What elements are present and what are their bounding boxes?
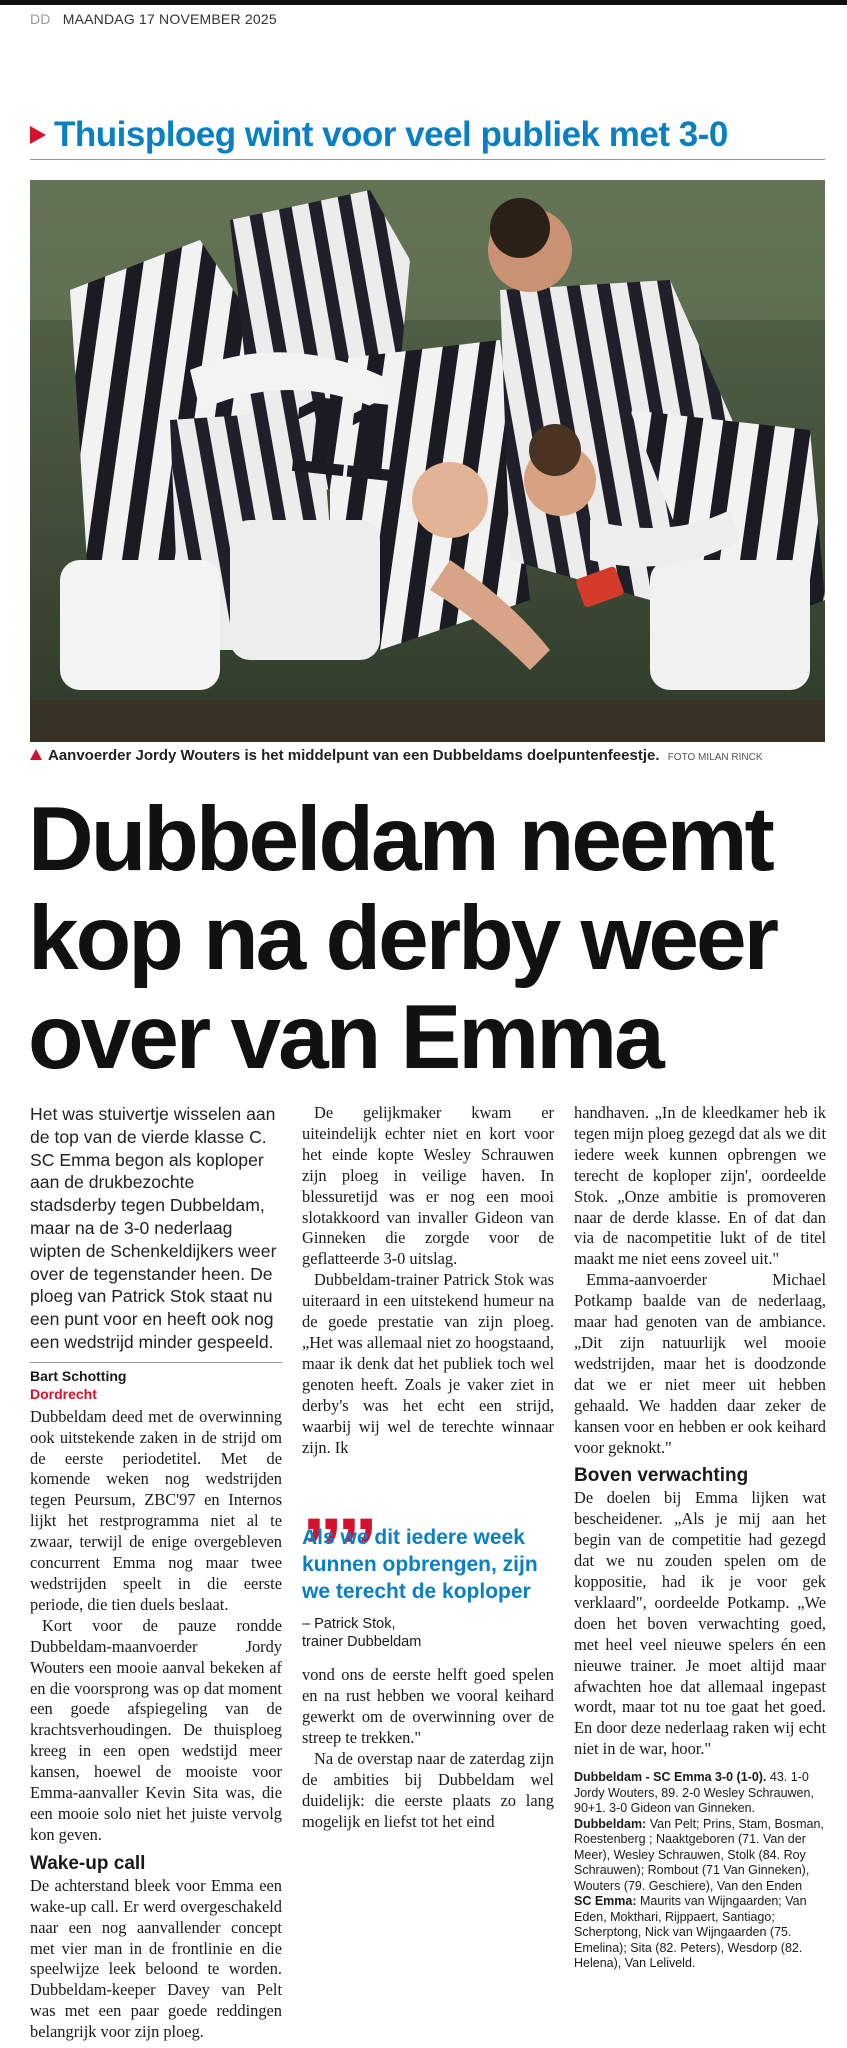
article-photo <box>30 180 825 742</box>
quote-author-role: trainer Dubbeldam <box>302 1634 422 1651</box>
pull-quote-text: Als we dit iedere week kunnen opbrengen, zijn we terecht de koploper <box>302 1526 538 1604</box>
photo-credit: FOTO MILAN RINCK <box>667 752 763 763</box>
article-body <box>30 1103 827 2043</box>
byline-location: Dordrecht <box>30 1385 97 1402</box>
subheading-boven-verwachting: Boven verwachting <box>574 1465 749 1487</box>
match-goals: 43. 1-0 Jordy Wouters, 89. 2-0 Wesley Schrauwen, 90+1. 3-0 Gideon van Ginneken. <box>574 1770 814 1816</box>
quote-mark-icon: „„ <box>302 1456 372 1548</box>
body-paragraph: Kort voor de pauze rondde Dubbeldam-maanvoerder Jordy Wouters een mooie aanval bekeken af en die voorsprong was op dat moment een goede afspiegeling van de krachtsverhoudingen. De thuisploeg kreeg in een open wedstijd meer kansen, hoewel de mooiste voor Emma-aanvaller Kevin Sita was, die een mooie solo niet het juiste vervolg kon geven. <box>30 1615 282 1844</box>
lineup-home <box>574 1817 826 1895</box>
body-paragraph: Na de overstap naar de zaterdag zijn de ambities bij Dubbeldam wel duidelijk: die eerste plaats zo lang mogelijk en liefst tot het eind <box>302 1749 554 1831</box>
lineup-home-players: Van Pelt; Prins, Stam, Bosman, Roestenberg ; Naaktgeboren (71. Van der Meer), Wesley Schrauwen, Stolk (84. Roy Schrauwen); Rombout (71 Van Ginneken), Wouters (79. Geschiere), Van den Enden <box>574 1816 824 1893</box>
kicker-arrow-icon <box>30 126 46 144</box>
body-paragraph: Dubbeldam deed met de overwinning ook uitstekende zaken in de strijd om de eerste periodetitel. Met de komende weken nog wedstrijden tegen Peursum, ZBC'97 en Internos lijkt het restprogramma niet al te zwaar, terwijl de enige overgebleven concurrent Emma nog maar twee wedstrijden speelt in die eerste periode, die tien duels beslaat. <box>30 1406 282 1614</box>
article-headline <box>28 790 828 1087</box>
article-kicker <box>30 110 825 160</box>
photo-caption <box>30 747 825 764</box>
body-paragraph: De achterstand bleek voor Emma een wake-up call. Er werd overgeschakeld naar een nog aanvallender concept met vier man in de frontlinie en die speelwijze leek beloond te worden. Dubbeldam-keeper Davey van Pelt was met een paar goede reddingen belangrijk voor zijn ploeg. <box>30 1875 282 2042</box>
svg-text:11: 11 <box>282 371 412 507</box>
match-stats <box>574 1770 826 1972</box>
body-paragraph: handhaven. „In de kleedkamer heb ik tegen mijn ploeg gezegd dat als we dit iedere week kunnen opbrengen we terecht de koploper zijn', oordeelde Stok. „Onze ambitie is promoveren naar de derde klasse. En of dat dan via de nacompetitie lukt of de titel maakt me niet eens zoveel uit." <box>574 1103 826 1269</box>
body-paragraph: Emma-aanvoerder Michael Potkamp baalde van de nederlaag, maar had genoten van de ambiance. „Dit zijn natuurlijk wel mooie wedstrijden, maar het is doodzonde dat we er niet meer uit hebben gehaald. We hadden daar zeker de kansen voor en hebben er ook keihard voor geknokt." <box>574 1270 826 1457</box>
quote-author: – Patrick Stok, <box>302 1616 396 1633</box>
pull-quote <box>302 1456 554 1651</box>
lineup-away-players: Maurits van Wijngaarden; Van Eden, Mokthari, Rijppaert, Santiago; Scherptong, Nick van Wijngaarden (75. Emelina); Sita (82. Peters), Wesdorp (82. Helena), Van Leliveld. <box>574 1894 807 1971</box>
headline-line-2: kop na derby weer <box>28 888 777 989</box>
body-paragraph: De doelen bij Emma lijken wat bescheidener. „Als je mij aan het begin van de competitie had gezegd dat we nu zouden spelen om de koppositie, had ik je voor gek verklaard", oordeelde Potkamp. „We doen het boven verwachting goed, met heel veel nieuwe spelers én een nieuwe trainer. Je moet altijd maar afwachten hoe dat allemaal ingepast wordt, maar tot nu toe gaat het goed. En door deze nederlaag raken wij echt niet in de war, hoor." <box>574 1488 826 1759</box>
lineup-home-label: Dubbeldam: <box>574 1816 647 1831</box>
caption-text: Aanvoerder Jordy Wouters is het middelpunt van een Dubbeldams doelpuntenfeestje. <box>48 747 660 764</box>
subheading-wake-up-call: Wake-up call <box>30 1852 146 1874</box>
body-paragraph: vond ons de eerste helft goed spelen en na rust hebben we vooral keihard gewerkt om de overwinning over de streep te trekken." <box>302 1665 554 1748</box>
lineup-away-label: SC Emma: <box>574 1894 637 1909</box>
caption-arrow-icon <box>30 749 42 760</box>
lineup-away <box>574 1894 826 1972</box>
body-paragraph: Dubbeldam-trainer Patrick Stok was uiteraard in een uitstekend humeur na de goede prestatie van zijn ploeg. „Het was allemaal niet zo hoogstaand, maar ik denk dat het publiek toch wel genoten heeft. Zoals je vaker ziet in derby's was het echt een strijd, waarbij wij wel de terechte winnaar zijn. Ik <box>302 1270 554 1457</box>
kicker-text: Thuisploeg wint voor veel publiek met 3-0 <box>54 114 728 154</box>
byline-author: Bart Schotting <box>30 1362 282 1385</box>
pull-quote-attribution <box>302 1615 554 1651</box>
page-dateline <box>30 11 277 27</box>
article-lead: Het was stuivertje wisselen aan de top van de vierde klasse C. SC Emma begon als koploper aan de drukbezochte stadsderby tegen Dubbeldam, maar na de 3-0 nederlaag wipten de Schenkeldijkers weer over de tegenstander heen. De ploeg van Patrick Stok staat nu een punt voor en heeft ook nog een wedstrijd minder gespeeld. <box>30 1104 277 1352</box>
column-3 <box>574 1103 826 1972</box>
column-2 <box>302 1103 554 1833</box>
headline-line-1: Dubbeldam neemt <box>28 789 772 890</box>
issue-date: MAANDAG 17 NOVEMBER 2025 <box>62 11 277 27</box>
newspaper-logo: DD <box>30 11 51 27</box>
match-score: Dubbeldam - SC Emma 3-0 (1-0). <box>574 1770 767 1785</box>
column-1 <box>30 1103 282 2043</box>
body-paragraph: De gelijkmaker kwam er uiteindelijk echter niet en kort voor het einde kopte Wesley Schrauwen zijn ploeg in veilige haven. In blessuretijd was er nog een mooi slotakkoord van invaller Gideon van Ginneken die zorgde voor de geflatteerde 3-0 uitslag. <box>302 1103 554 1269</box>
headline-line-3: over van Emma <box>28 987 662 1088</box>
team-celebration-illustration <box>30 180 825 742</box>
match-score-line <box>574 1770 826 1817</box>
top-rule <box>0 0 847 5</box>
